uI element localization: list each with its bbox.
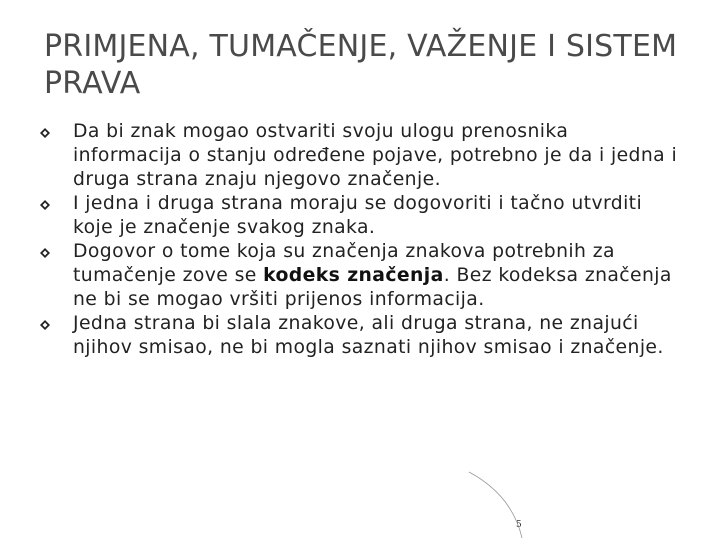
bullet-text: I jedna i druga strana moraju se dogovoriti i tačno utvrditi koje je značenje svakog znaka. bbox=[73, 193, 643, 238]
diamond-bullet-icon bbox=[40, 248, 50, 258]
bullet-item-2 bbox=[40, 192, 680, 240]
bullet-item-1 bbox=[40, 120, 680, 192]
bullet-item-3 bbox=[40, 240, 680, 312]
slide-title: PRIMJENA, TUMAČENJE, VAŽENJE I SISTEM PRAVA bbox=[44, 29, 678, 101]
bullet-list bbox=[40, 120, 680, 360]
page-number: 5 bbox=[516, 520, 522, 530]
diamond-bullet-icon bbox=[40, 320, 50, 330]
diamond-bullet-icon bbox=[40, 200, 50, 210]
diamond-bullet-icon bbox=[40, 128, 50, 138]
bullet-text: Jedna strana bi slala znakove, ali druga strana, ne znajući njihov smisao, ne bi mogla saznati njihov smisao i značenje. bbox=[73, 313, 664, 358]
bullet-text-after: . Bez kodeksa značenja ne bi se mogao vršiti prijenos informacija. bbox=[73, 265, 672, 310]
bullet-text-before: Dogovor o tome koja su značenja znakova potrebnih za tumačenje zove se bbox=[73, 241, 615, 286]
bullet-item-4 bbox=[40, 312, 680, 360]
bullet-text: Da bi znak mogao ostvariti svoju ulogu prenosnika informacija o stanju određene pojave, potrebno je da i jedna i druga strana znaju njegovo značenje. bbox=[73, 121, 678, 190]
keyword-term: kodeks značenja bbox=[263, 265, 444, 286]
